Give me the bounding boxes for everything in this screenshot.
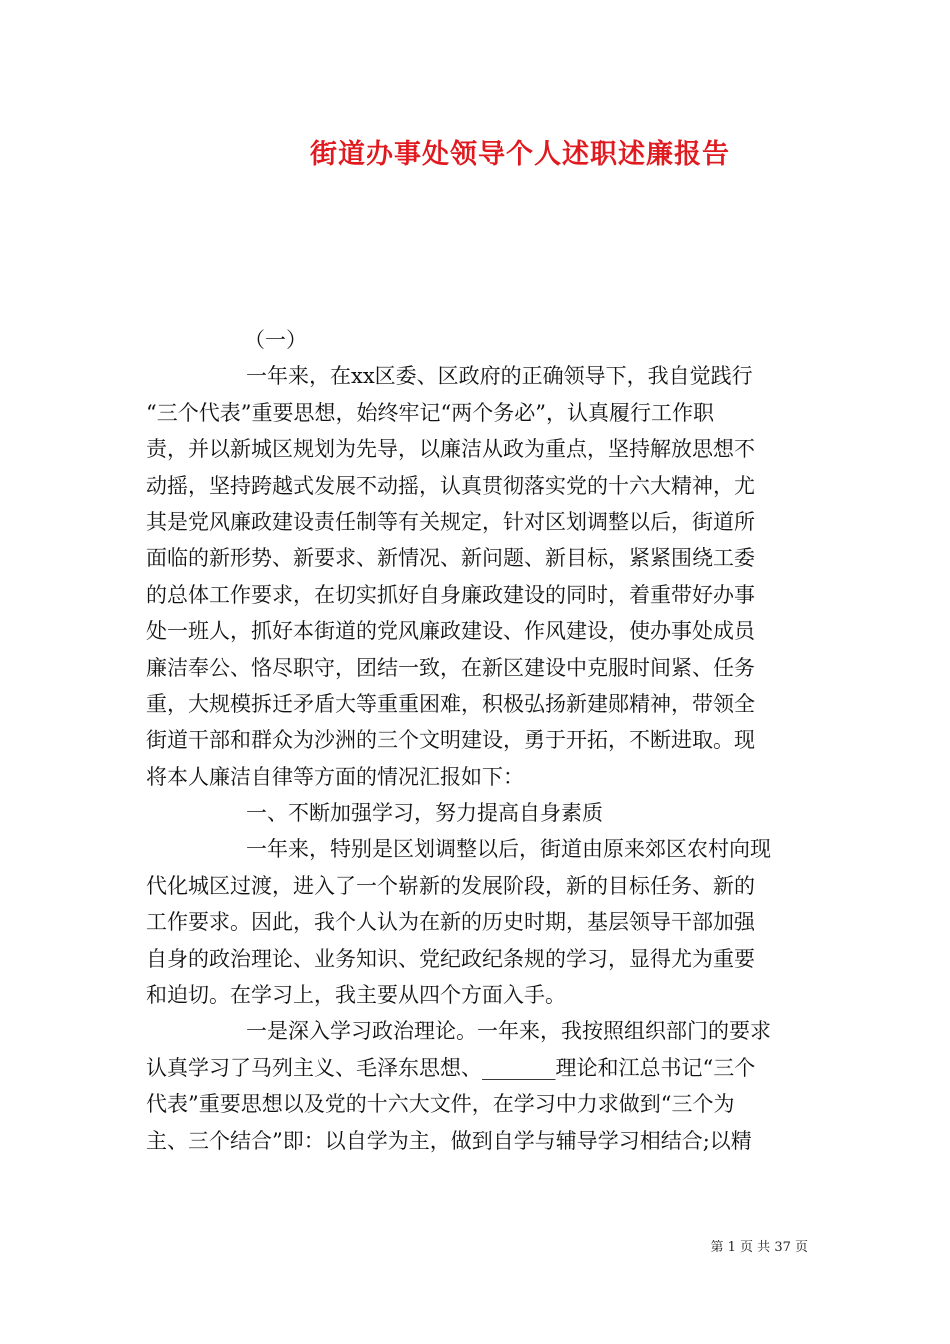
- paragraph-line: 一是深入学习政治理论。一年来，我按照组织部门的要求: [246, 1019, 771, 1044]
- paragraph-line: 代化城区过渡，进入了一个崭新的发展阶段，新的目标任务、新的: [146, 873, 755, 898]
- paragraph-line: 一年来，在xx区委、区政府的正确领导下，我自觉践行: [246, 364, 753, 389]
- paragraph-line: 一年来，特别是区划调整以后，街道由原来郊区农村向现: [246, 837, 771, 862]
- page-number: 第 1 页 共 37 页: [710, 1240, 808, 1255]
- paragraph-line: 动摇，坚持跨越式发展不动摇，认真贯彻落实党的十六大精神，尤: [146, 473, 755, 498]
- paragraph-line: 其是党风廉政建设责任制等有关规定，针对区划调整以后，街道所: [146, 509, 755, 534]
- paragraph-line: 认真学习了马列主义、毛泽东思想、_______理论和江总书记“三个: [146, 1055, 756, 1080]
- page-title: 街道办事处领导个人述职述廉报告: [310, 139, 730, 170]
- paragraph-1: [146, 358, 808, 795]
- paragraph-line: 廉洁奉公、恪尽职守，团结一致，在新区建设中克服时间紧、任务: [146, 655, 755, 680]
- document-body: [146, 322, 808, 1159]
- paragraph-line: “三个代表”重要思想，始终牢记“两个务必”，认真履行工作职: [146, 400, 714, 425]
- paragraph-line: 处一班人，抓好本街道的党风廉政建设、作风建设，使办事处成员: [146, 619, 755, 644]
- paragraph-line: 面临的新形势、新要求、新情况、新问题、新目标，紧紧围绕工委: [146, 546, 755, 571]
- section-heading: 一、不断加强学习，努力提高自身素质: [246, 801, 603, 826]
- paragraph-line: 街道干部和群众为沙洲的三个文明建设，勇于开拓，不断进取。现: [146, 728, 755, 753]
- paragraph-2: [146, 831, 808, 1013]
- paragraph-line: 将本人廉洁自律等方面的情况汇报如下：: [146, 764, 524, 789]
- paragraph-line: 的总体工作要求，在切实抓好自身廉政建设的同时，着重带好办事: [146, 582, 755, 607]
- paragraph-line: 责，并以新城区规划为先导，以廉洁从政为重点，坚持解放思想不: [146, 437, 755, 462]
- paragraph-line: 和迫切。在学习上，我主要从四个方面入手。: [146, 983, 566, 1008]
- paragraph-line: 重，大规模拆迁矛盾大等重重困难，积极弘扬新建郧精神，带领全: [146, 691, 755, 716]
- paragraph-line: 主、三个结合”即：以自学为主，做到自学与辅导学习相结合;以精: [146, 1128, 752, 1153]
- paragraph-3: [146, 1013, 808, 1159]
- paragraph-line: 代表”重要思想以及党的十六大文件，在学习中力求做到“三个为: [146, 1092, 735, 1117]
- paragraph-line: 工作要求。因此，我个人认为在新的历史时期，基层领导干部加强: [146, 910, 755, 935]
- paragraph-line: 自身的政治理论、业务知识、党纪政纪条规的学习，显得尤为重要: [146, 946, 755, 971]
- section-marker: （一）: [244, 328, 307, 352]
